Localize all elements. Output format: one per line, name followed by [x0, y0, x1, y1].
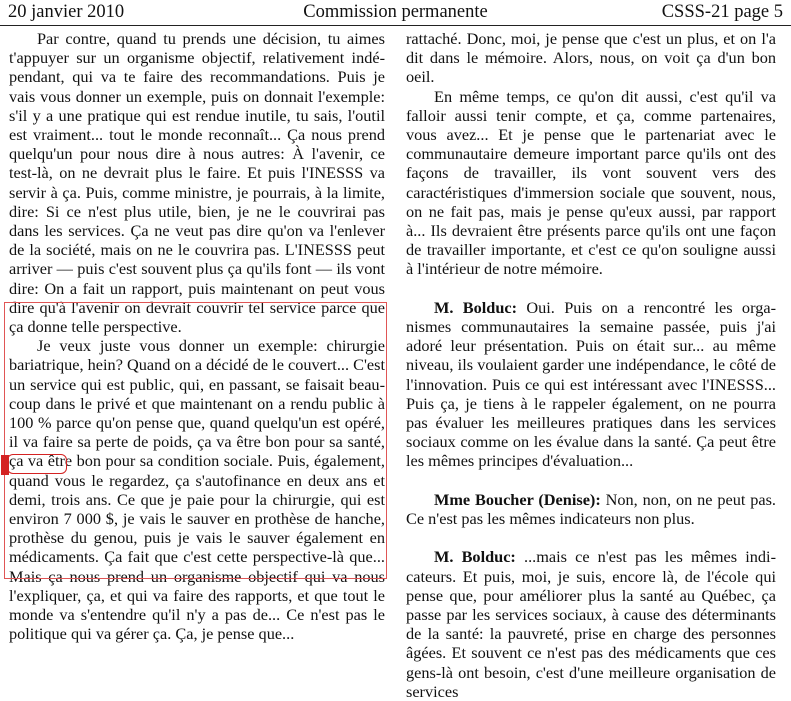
page-header	[8, 0, 783, 26]
header-date: 20 janvier 2010	[8, 2, 125, 22]
right-paragraph-2: En même temps, ce qu'on dit aussi, c'est qu'il va falloir aussi tenir compte, et ça, comme partenaires, vous avez... Et je pense que le partenariat avec le communautaire demeure important parce qu'ils ont des façons de travailler, ils vont souvent vers des caractéristiques d'immersion sociale que souvent, nous, on ne fait pas, mais je pense qu'eux aussi, par rapport à... Ils devraient être présents parce qu'ils ont une façon de travailler importante, et c'est ce qu'on souligne aussi à l'intérieur de notre mémoire.	[406, 86, 776, 279]
spacer	[406, 279, 776, 298]
left-paragraph-2: Je veux juste vous donner un exemple: chirurgie bariatrique, hein? Quand on a décidé de le couvert... C'est un service qui est public, qui, en passant, se faisait beau-coup dans le privé et que maintenant on a rendu public à 100 % parce qu'on pense que, quand quelqu'un est opéré, il va faire sa perte de poids, ça va être bon pour sa santé, ça va être bon pour sa condition sociale. Puis, également, quand vous le regardez, ça s'autofinance en deux ans et demi, trois ans. Ce que je paie pour la chirurgie, qui est environ 7 000 $, je vais le sauver en prothèse de hanche, prothèse du genou, puis je vais le sauver également en médicaments. Ça fait que c'est cette perspective-là que... Mais ça nous prend un organisme objectif qui va nous l'expliquer, ça, et qui va faire des rapports, et que tout le monde va s'entendre qu'il n'y a pas de... Ce n'est pas le politique qui va gérer ça. Ça, je pense que...	[9, 336, 385, 644]
speaker-name: M. Bolduc:	[434, 547, 516, 567]
speaker-name: Mme Boucher (Denise):	[434, 489, 601, 509]
margin-marker	[1, 455, 9, 475]
spacer	[406, 471, 776, 490]
left-column	[9, 29, 385, 644]
spacer	[406, 528, 776, 547]
speech-text: Oui. Puis on a rencontré les orga-nismes communautaires la semaine passée, puis j'ai adoré leur présentation. Puis on était sur... au même niveau, ils voulaient garder une indépendance, le côté de l'innovation. Puis ce qui est intéressant avec l'INESSS... Puis ça, je tiens à le rappeler également, on ne pourra pas évaluer les meilleures pratiques dans les services sociaux comme on les évalue dans la santé. Ça peut être les mêmes principes d'évaluation...	[406, 297, 776, 471]
header-page-number: CSSS-21 page 5	[661, 2, 783, 22]
speech-boucher	[406, 490, 776, 528]
right-paragraph-1: rattaché. Donc, moi, je pense que c'est un plus, et on l'a dit dans le mémoire. Alors, nous, on voit ça d'un bon oeil.	[406, 29, 776, 87]
left-paragraph-1: Par contre, quand tu prends une décision, tu aimes t'appuyer sur un organisme objectif, relativement indé-pendant, qui va te faire des recommandations. Puis je vais vous donner un exemple, puis on donnait l'exemple: s'il y a une pratique qui est rendue inutile, tu sais, l'outil est vraiment... tout le monde reconnaît... Ça nous prend quelqu'un pour nous dire à nous autres: À l'avenir, ce test-là, on ne devrait plus le faire. Et puis l'INESSS va servir à ça. Puis, comme ministre, je pourrais, à la limite, dire: Si ce n'est plus utile, bien, je ne le couvrirai pas dans les services. Ça ne veut pas dire qu'on va l'enlever de la société, mais on ne le couvrira pas. L'INESSS peut arriver — puis c'est souvent plus ça qu'ils font — ils vont dire: On a fait un rapport, puis maintenant on peut vous dire qu'à l'avenir on devrait couvrir tel service parce que ça donne telle perspective.	[9, 29, 385, 337]
speech-bolduc-1	[406, 298, 776, 471]
speech-text: ...mais ce n'est pas les mêmes indi-cateurs. Et puis, moi, je suis, encore là, de l'école qui pense que, pour améliorer plus la santé au Québec, ça passe par les services sociaux, à cause des déterminants de la santé: la pauvreté, prise en charge des personnes âgées. Et souvent ce n'est pas des médicaments que ces gens-là ont besoin, c'est d'une meilleure organisation de services	[406, 547, 777, 701]
speaker-name: M. Bolduc:	[434, 297, 518, 317]
right-column	[406, 29, 776, 701]
speech-text: Non, non, on ne peut pas. Ce n'est pas les mêmes indicateurs non plus.	[406, 489, 777, 529]
header-title: Commission permanente	[303, 2, 488, 22]
speech-bolduc-2	[406, 547, 776, 701]
header-rule	[0, 25, 791, 26]
